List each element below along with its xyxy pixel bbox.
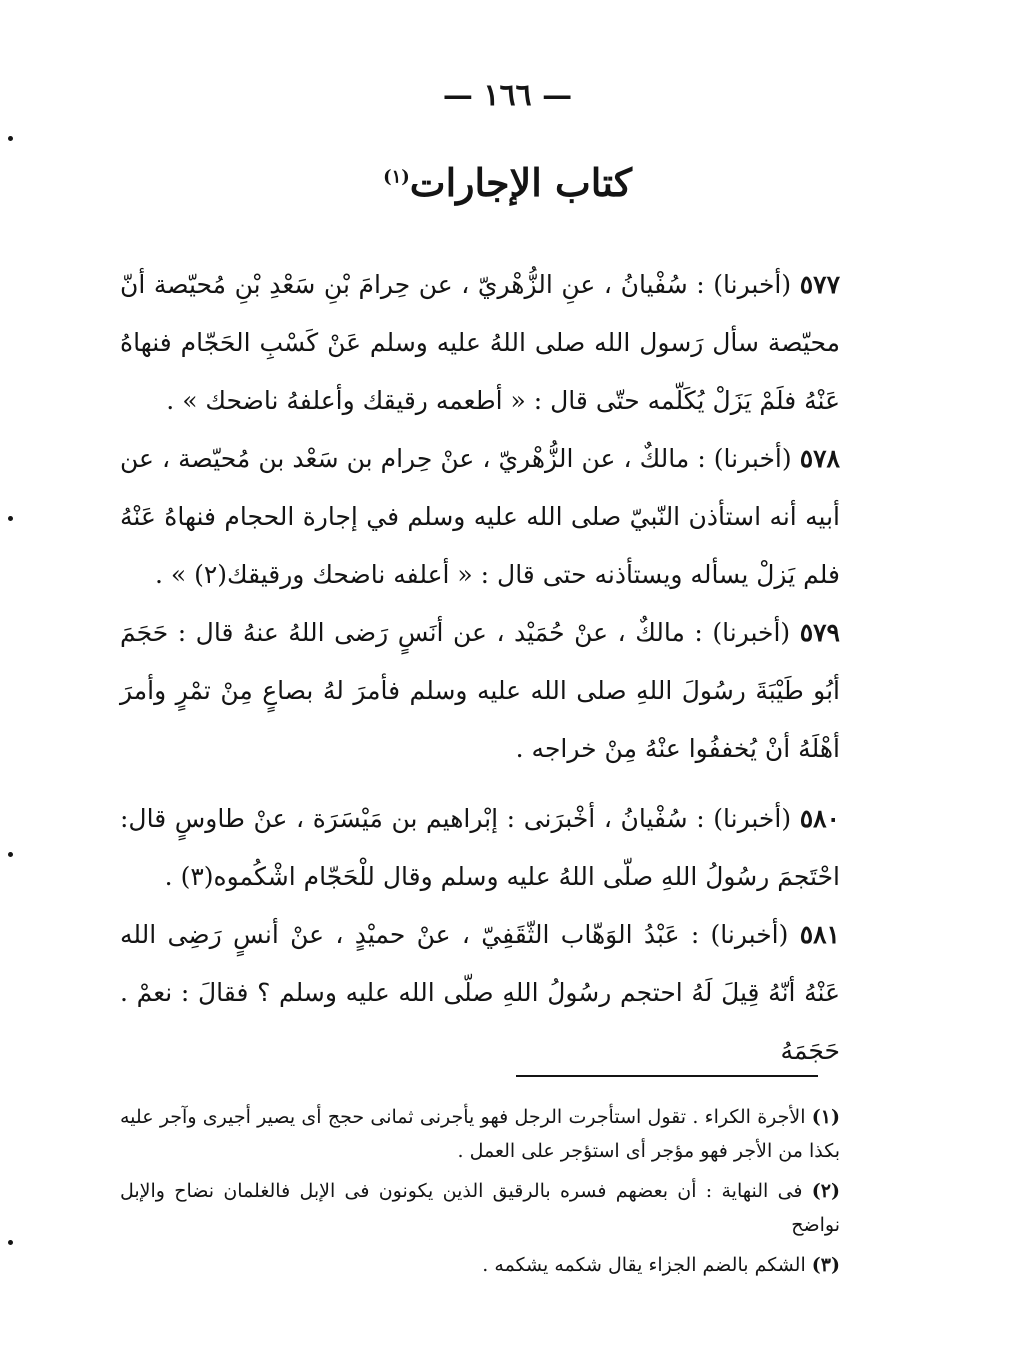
page-number: — ١٦٦ — [442,78,573,113]
footnote-text: فى النهاية : أن بعضهم فسره بالرقيق الذين يكونون فى الإبل فالغلمان نضاح والإبل نواضح [120,1180,840,1236]
hadith-list [120,256,840,1080]
hadith-text: (أخبرنا) : مالكٌ ، عن الزُّهْريّ ، عنْ حِرام بن سَعْد بن مُحيّصة ، عن أبيه أنه استأذن النّبيّ صلى الله عليه وسلم في إجارة الحجام فنهاهُ عَنْهُ فلم يَزلْ يسأله ويستأذنه حتى قال : « أعلفه ناضحك ورقيقك(٢) » . [120,444,840,589]
footnote-2 [120,1174,840,1242]
margin-dot [8,852,13,857]
hadith-number: ٥٨٠ [799,804,840,833]
hadith-number: ٥٨١ [799,920,840,949]
margin-dot [8,1240,13,1245]
hadith-579 [120,604,840,778]
footnote-number: (١) [811,1106,840,1128]
footnote-number: (٢) [811,1180,840,1202]
hadith-number: ٥٧٨ [799,444,840,473]
hadith-number: ٥٧٧ [799,270,841,299]
footnote-3 [120,1248,840,1282]
chapter-footnote-ref: (١) [383,166,410,188]
margin-dot [8,136,13,141]
hadith-580 [120,790,840,906]
hadith-text: (أخبرنا) : مالكٌ ، عنْ حُمَيْد ، عن أنَسٍ رَضى اللهُ عنهُ قال : حَجَمَ أبُو طَيْبَةَ رسُولَ اللهِ صلى الله عليه وسلم فأمرَ لهُ بصاعٍ مِنْ تمْرٍ وأمرَ أهْلَهُ أنْ يُخففُوا عنْهُ مِنْ خراجه . [120,618,840,763]
footnotes [120,1100,840,1288]
footnote-1 [120,1100,840,1168]
margin-dot [8,516,13,521]
chapter-title-text: كتاب الإجارات [409,160,632,205]
footnote-divider [516,1075,818,1077]
footnote-text: الأجرة الكراء . تقول استأجرت الرجل فهو يأجرنى ثمانى حجج أى يصير أجيرى وآجر عليه بكذا من الأجر فهو مؤجر أى استؤجر على العمل . [120,1106,840,1162]
footnote-text: الشكم بالضم الجزاء يقال شكمه يشكمه . [482,1254,806,1276]
hadith-text: (أخبرنا) : عَبْدُ الوَهّاب الثّقَفِيّ ، عنْ حميْدٍ ، عنْ أنسٍ رَضِى الله عَنْهُ أنّهُ قِيلَ لَهُ احتجم رسُولُ اللهِ صلّى الله عليه وسلم ؟ فقالَ : نعمْ . حَجَمَهُ [120,920,840,1065]
hadith-text: (أخبرنا) : سُفْيانُ ، أخْبرَنى : إبْراهيم بن مَيْسَرَة ، عنْ طاوسٍ قال: احْتَجمَ رسُولُ اللهِ صلّى اللهُ عليه وسلم وقال للْحَجّام اشْكُموه(٣) . [120,804,840,891]
hadith-text: (أخبرنا) : سُفْيانُ ، عنِ الزُّهْريّ ، عن حِرامَ بْنِ سَعْدِ بْنِ مُحيّصة أنّ محيّصة سأل رَسول الله صلى اللهُ عليه وسلم عَنْ كَسْبِ الحَجّام فنهاهُ عَنْهُ فلَمْ يَزَلْ يُكَلّمه حتّى قال : « أطعمه رقيقك وأعلفهُ ناضحك » . [120,270,840,415]
footnote-number: (٣) [811,1254,840,1276]
chapter-title [0,160,1015,205]
hadith-581 [120,906,840,1080]
hadith-number: ٥٧٩ [799,618,840,647]
hadith-578 [120,430,840,604]
hadith-577 [120,256,840,430]
